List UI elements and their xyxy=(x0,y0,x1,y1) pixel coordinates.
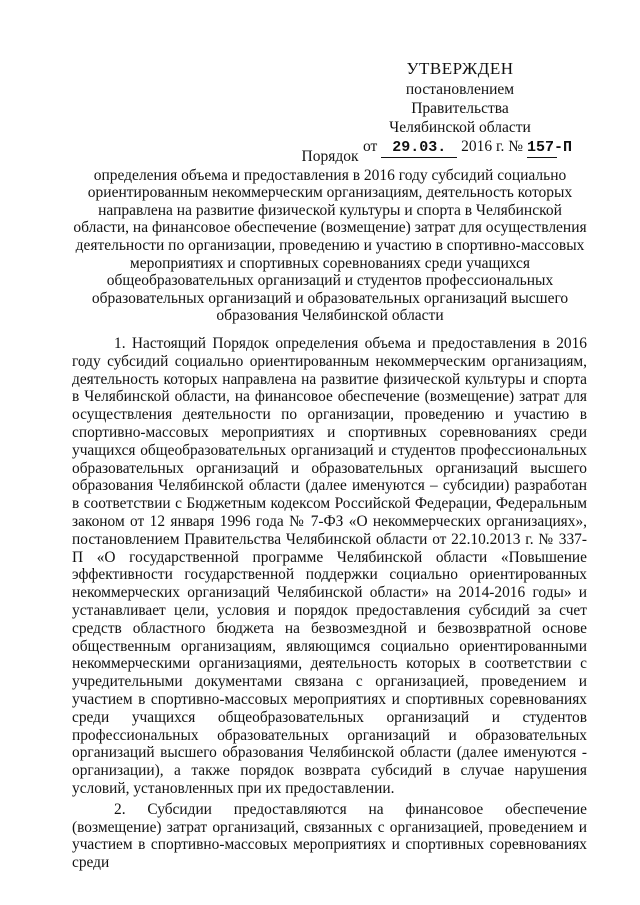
document-body xyxy=(72,335,587,872)
approval-block xyxy=(360,58,572,158)
title-text: определения объема и предоставления в 2016 году субсидий социально ориентированным некоммерческим организациям, деятельность которых направлена на развитие физической культуры и спорта в Челябинской области, на финансовое обеспечение (возмещение) затрат для осуществления деятельности по организации, проведению и участию в спортивно-массовых мероприятиях и спортивных соревнованиях среди учащихся общеобразовательных организаций и студентов профессиональных образовательных организаций и образовательных организаций высшего образования Челябинской области xyxy=(73,166,587,325)
document-title xyxy=(70,148,590,325)
approval-heading: УТВЕРЖДЕН xyxy=(406,59,514,78)
title-heading: Порядок xyxy=(301,148,359,165)
paragraph-2: 2. Субсидии предоставляются на финансовое обеспечение (возмещение) затрат организаций, связанных с организацией, проведением и участием в спортивно-массовых мероприятиях и спортивных соревнованиях среди xyxy=(72,800,587,872)
approval-year-text: 2016 г. № xyxy=(461,138,524,155)
approval-from-prefix: от xyxy=(363,138,378,155)
approval-line-2: Челябинской области xyxy=(389,119,531,136)
approval-line-1: постановлением Правительства xyxy=(405,81,515,117)
paragraph-1: 1. Настоящий Порядок определения объема и предоставления в 2016 году субсидий социально ориентированным некоммерческим организациям, деятельность которых направлена на развитие физической культуры и спорта в Челябинской области, на финансовое обеспечение (возмещение) затрат для осуществления деятельности по организации, проведению и участию в спортивно-массовых мероприятиях и спортивных соревнованиях среди учащихся общеобразовательных организаций и студентов профессиональных образовательных организаций и образовательных организаций высшего образования Челябинской области (далее именуются – субсидии) разработан в соответствии с Бюджетным кодексом Российской Федерации, Федеральным законом от 12 января 1996 года № 7-ФЗ «О некоммерческих организациях», постановлением Правительства Челябинской области от 22.10.2013 г. № 337-П «О государственной программе Челябинской области «Повышение эффективности государственной поддержки социально ориентированных некоммерческих организаций Челябинской области» на 2014-2016 годы» и устанавливает цели, условия и порядок предоставления субсидий за счет средств областного бюджета на безвозмездной и безвозвратной основе общественным организациям, являющимся социально ориентированными некоммерческими организациями, деятельность которых в соответствии с учредительными документами связана с организацией, проведением и участием в спортивно-массовых мероприятиях и спортивных соревнованиях среди учащихся общеобразовательных организаций и студентов профессиональных образовательных организаций и образовательных организаций высшего образования Челябинской области (далее именуются - организации), а также порядок возврата субсидий в случае нарушения условий, установленных при их предоставлении. xyxy=(72,335,587,797)
approval-number: 157-П xyxy=(526,139,572,156)
approval-date: 29.03. xyxy=(381,138,457,158)
